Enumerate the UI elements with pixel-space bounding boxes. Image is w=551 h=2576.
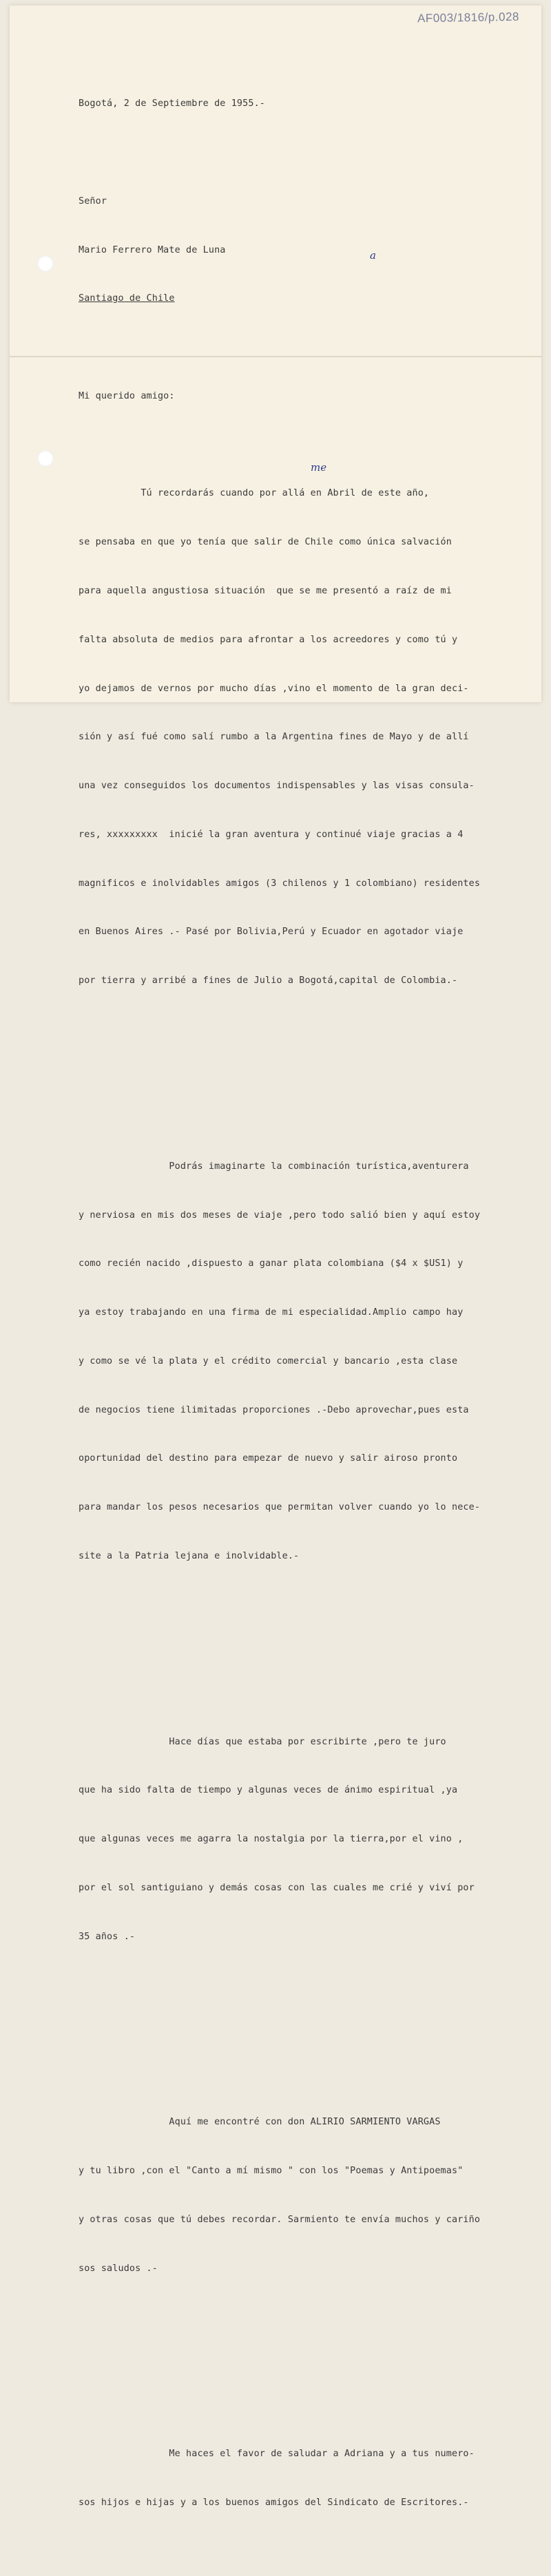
paragraph-2-line: y nerviosa en mis dos meses de viaje ,pero todo salió bien y aquí estoy: [79, 1210, 481, 1221]
paragraph-3-line: por el sol santiguiano y demás cosas con las cuales me crié y viví por: [79, 1882, 475, 1893]
handwritten-insertion-a: a: [370, 249, 376, 262]
punch-hole-top: [37, 255, 54, 272]
paragraph-4-line: sos saludos .-: [79, 2263, 158, 2274]
paragraph-3-line: que algunas veces me agarra la nostalgia por la tierra,por el vino ,: [79, 1834, 464, 1845]
paragraph-4: [79, 2082, 537, 2309]
punch-hole-bottom: [37, 450, 54, 467]
archive-stamp: AF003/1816/p.028: [417, 10, 520, 25]
letter-body: [79, 63, 537, 2576]
paragraph-5-line: Me haces el favor de saludar a Adriana y a tus numero-: [79, 2449, 475, 2460]
paragraph-4-line: y tu libro ,con el "Canto a mí mismo " con los "Poemas y Antipoemas": [79, 2166, 464, 2176]
paragraph-1: [79, 453, 537, 1022]
paragraph-1-line: se pensaba en que yo tenía que salir de Chile como única salvación: [79, 537, 452, 548]
paragraph-2-line: site a la Patria lejana e inolvidable.-: [79, 1551, 300, 1562]
paragraph-3-line: que ha sido falta de tiempo y algunas veces de ánimo espiritual ,ya: [79, 1785, 458, 1796]
paragraph-4-line: Aquí me encontré con don ALIRIO SARMIENTO VARGAS: [79, 2117, 441, 2128]
paragraph-1-line: por tierra y arribé a fines de Julio a Bogotá,capital de Colombia.-: [79, 975, 458, 986]
paragraph-1-line: en Buenos Aires .- Pasé por Bolivia,Perú y Ecuador en agotador viaje: [79, 927, 464, 938]
paragraph-2-line: como recién nacido ,dispuesto a ganar plata colombiana ($4 x $US1) y: [79, 1258, 464, 1269]
paragraph-3-line: Hace días que estaba por escribirte ,pero te juro: [79, 1736, 446, 1747]
greeting: Mi querido amigo:: [79, 390, 175, 401]
paragraph-2-line: y como se vé la plata y el crédito comercial y bancario ,esta clase: [79, 1355, 458, 1366]
paragraph-2-line: ya estoy trabajando en una firma de mi especialidad.Amplio campo hay: [79, 1307, 464, 1318]
paragraph-1-line: yo dejamos de vernos por mucho días ,vino el momento de la gran deci-: [79, 683, 469, 694]
paragraph-3-line: 35 años .-: [79, 1931, 136, 1942]
paragraph-1-line: una vez conseguidos los documentos indispensables y las visas consula-: [79, 781, 475, 792]
paragraph-2-line: para mandar los pesos necesarios que permitan volver cuando yo lo nece-: [79, 1502, 481, 1513]
recipient-city: Santiago de Chile: [79, 293, 175, 304]
letter-page: [10, 6, 541, 2508]
paragraph-1-line: magnificos e inolvidables amigos (3 chilenos y 1 colombiano) residentes: [79, 878, 481, 889]
paragraph-2: [79, 1126, 537, 1597]
handwritten-insertion-me: me: [311, 461, 327, 474]
paragraph-5: [79, 2414, 537, 2544]
paragraph-2-line: de negocios tiene ilimitadas proporciones .-Debo aprovechar,pues esta: [79, 1404, 469, 1415]
paragraph-2-line: oportunidad del destino para empezar de nuevo y salir airoso pronto: [79, 1453, 458, 1464]
paragraph-1-line: falta absoluta de medios para afrontar a los acreedores y como tú y: [79, 634, 458, 645]
paragraph-4-line: y otras cosas que tú debes recordar. Sarmiento te envía muchos y cariño: [79, 2214, 481, 2225]
paragraph-3: [79, 1701, 537, 1977]
date-line: Bogotá, 2 de Septiembre de 1955.-: [79, 98, 265, 109]
paragraph-1-line: Tú recordarás cuando por allá en Abril de este año,: [79, 488, 430, 499]
recipient-name: Mario Ferrero Mate de Luna: [79, 244, 226, 255]
recipient-salutation: Señor: [79, 196, 107, 207]
paragraph-5-line: sos hijos e hijas y a los buenos amigos del Sindicato de Escritores.-: [79, 2497, 469, 2508]
paragraph-1-line: res, xxxxxxxxx inicié la gran aventura y continué viaje gracias a 4: [79, 829, 464, 840]
paragraph-1-line: sión y así fué como salí rumbo a la Argentina fines de Mayo y de allí: [79, 732, 469, 743]
paragraph-1-line: para aquella angustiosa situación que se me presentó a raíz de mi: [79, 586, 452, 596]
paragraph-2-line: Podrás imaginarte la combinación turística,aventurera: [79, 1161, 469, 1172]
